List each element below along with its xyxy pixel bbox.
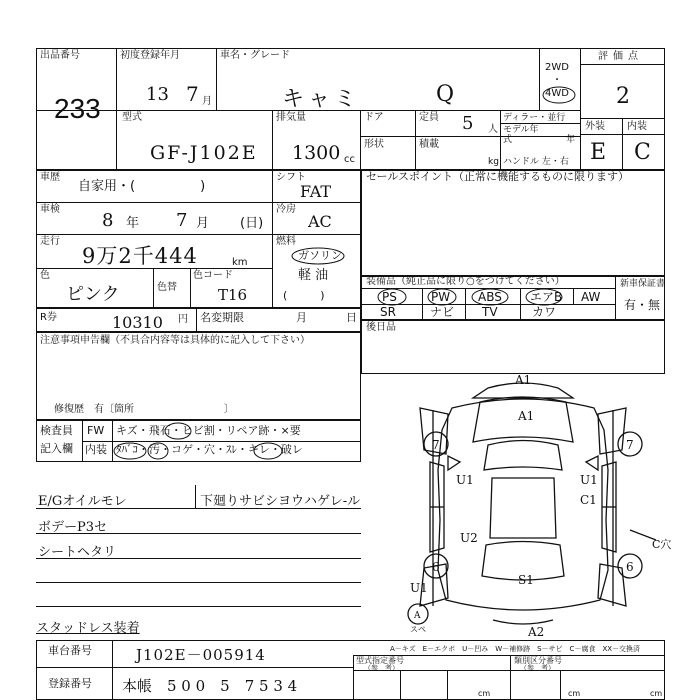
mark-c-hole: C穴 (652, 538, 672, 551)
warranty-label: 新車保証書 (620, 279, 666, 289)
equip-airbag: エアB (530, 290, 563, 304)
inspection-month: 7 (176, 210, 188, 231)
color-code-label: 色コード (193, 270, 233, 281)
equip-ps: PS (382, 290, 397, 304)
fuel-label: 燃料 (276, 236, 296, 247)
drive-4wd: 4WD (545, 88, 569, 99)
mark-rr-wheel: 6 (626, 560, 634, 574)
chassis-label: 車台番号 (48, 644, 92, 657)
type-designation-label: 型式指定番号 (356, 656, 404, 665)
mileage-value: 9万2千444 (82, 244, 198, 268)
registration-label: 初度登録年月 (120, 50, 180, 61)
drive-dot: ・ (552, 75, 562, 86)
history-label: 車歴 (40, 172, 60, 183)
mark-right-front: U1 (580, 473, 598, 487)
shape-label: 形状 (364, 139, 384, 150)
exterior-label: 外装 (585, 121, 605, 132)
windshield (484, 441, 562, 471)
inspection-year: 8 (102, 210, 114, 231)
color-value: ピンク (66, 284, 120, 305)
mark-rear: A2 (528, 625, 545, 639)
displacement-unit: cc (344, 154, 355, 165)
door-label: ドア (364, 112, 384, 123)
model-year-unit: 年 (566, 135, 576, 145)
color-label: 色 (40, 270, 50, 281)
rear-bumper (493, 620, 553, 624)
model-value: GF-J102E (150, 142, 258, 164)
load-unit: kg (488, 157, 499, 167)
checker-interior-label: 内装 (85, 443, 107, 456)
exterior-score: E (590, 140, 607, 165)
rating-label: 評価点 (598, 51, 643, 62)
displacement-value: 1300 (292, 142, 341, 164)
fuel-diesel: 軽 油 (298, 268, 329, 283)
cm-unit-2: cm (568, 689, 581, 698)
rear-items-label: 後日品 (366, 322, 396, 333)
cm-unit-1: cm (478, 689, 491, 698)
checker-fw-value: キズ・飛石・ヒビ割・リペア跡・×要 (116, 424, 301, 437)
equip-sr: SR (380, 305, 396, 319)
dealer-label: ディラー・並行 (503, 113, 566, 123)
damage-legend: A－キズ E－エクボ U－凹み W－補修跡 S－サビ C－腐食 XX－交換済 (390, 645, 641, 653)
expiry-label: 名変期限 (200, 311, 244, 324)
cooling-label: 冷房 (276, 204, 296, 215)
fuel-circle (290, 246, 346, 266)
equipment-label: 装備品（純正品に限り○をつけてください） (366, 276, 565, 287)
checker-label-2: 記入欄 (40, 442, 73, 455)
lot-number: 233 (54, 93, 101, 124)
type-designation-ref: （参 考） (364, 664, 399, 672)
notes-label: 注意事項申告欄（不具合内容等は具体的に記入して下さい） (40, 335, 310, 346)
model-label: 型式 (122, 112, 142, 123)
mileage-unit: km (232, 257, 248, 268)
mark-front: A1 (515, 373, 532, 387)
checker-label-1: 検査員 (40, 424, 73, 437)
fuel-gasoline: ガソリン (298, 249, 342, 262)
equip-tv: TV (482, 305, 498, 319)
car-label: 車名・グレード (220, 50, 290, 61)
equip-pw: PW (431, 290, 451, 304)
sales-point-box (361, 170, 665, 276)
car-name: キャミ (282, 87, 361, 112)
category-label: 類別区分番号 (514, 656, 562, 665)
checker-interior-value: ﾀﾊﾞｺ・汚・コゲ・穴・ｽﾚ・キレ・破レ (116, 443, 303, 456)
warranty-value: 有・無 (624, 298, 661, 312)
inspection-month-unit: 月 (196, 216, 210, 231)
mileage-label: 走行 (40, 236, 60, 247)
registration-month-unit: 月 (202, 96, 212, 107)
plate-label: 登録番号 (48, 677, 92, 690)
cm-unit-3: cm (650, 689, 663, 698)
note-line-2: ボデーP3セ (38, 520, 108, 535)
displacement-label: 排気量 (276, 112, 306, 123)
equip-abs: ABS (478, 290, 502, 304)
expiry-month: 月 (296, 311, 307, 324)
category-ref: （参 考） (520, 664, 555, 672)
mark-fr-wheel: 7 (626, 438, 634, 452)
plate-value: 本帳 5 0 0 5 7 5 3 4 (122, 677, 298, 695)
sales-point-label: セールスポイント（正常に機能するものに限ります） (366, 170, 630, 183)
registration-year: 13 (146, 84, 169, 105)
fuel-paren: ( ) (283, 289, 325, 302)
mark-left-step: U2 (460, 531, 478, 545)
mark-left-front: U1 (456, 473, 474, 487)
color-change-label: 色替 (157, 282, 177, 293)
mark-roof: S1 (518, 573, 534, 587)
damage-diagram (368, 370, 678, 640)
equipment-circles (368, 287, 608, 307)
mark-rl-wheel: 6 (432, 560, 440, 574)
equip-leather: カワ (532, 305, 557, 319)
inspection-year-unit: 年 (126, 216, 140, 231)
capacity-unit: 人 (488, 124, 498, 135)
chassis-value: J102E－005914 (136, 646, 266, 664)
expiry-day: 日 (346, 311, 357, 324)
mark-right-rear-door: C1 (580, 493, 597, 507)
equip-aw: AW (581, 290, 601, 304)
repair-history: 修復歴 有〔箇所 〕 (54, 404, 234, 415)
mark-tire: スペ (410, 625, 426, 634)
color-code-value: T16 (218, 286, 248, 304)
rating-score: 2 (616, 84, 630, 109)
checker-fw-label: FW (87, 424, 105, 437)
mark-rear-left: U1 (410, 581, 428, 595)
note-line-3: シートヘタリ (38, 545, 117, 560)
note-line-1: E/Gオイルモレ (38, 494, 127, 509)
mark-fl-wheel: 7 (432, 438, 440, 452)
model-year-label: モデル年式 (503, 125, 539, 145)
drive-4wd-circle (541, 85, 577, 105)
studless-note: スタッドレス装着 (36, 621, 140, 636)
inspection-label: 車検 (40, 204, 60, 215)
shift-value: FAT (300, 182, 332, 201)
interior-score: C (634, 140, 651, 165)
right-rear-fender (598, 564, 626, 606)
roof (490, 478, 556, 538)
checker-circles (110, 421, 360, 461)
recycle-unit: 円 (178, 314, 188, 325)
shift-label: シフト (276, 172, 306, 183)
rear-items-box (361, 320, 665, 374)
capacity-value: 5 (462, 113, 474, 134)
recycle-label: R券 (40, 312, 57, 323)
load-label: 積載 (419, 139, 439, 150)
history-value: 自家用・( ) (78, 179, 206, 194)
inspection-day-unit: (日) (240, 216, 264, 231)
right-front-fender (598, 408, 626, 454)
cooling-value: AC (308, 212, 332, 231)
registration-month: 7 (186, 82, 199, 106)
recycle-row (36, 308, 361, 332)
handle-label: ハンドル 左・右 (503, 157, 569, 167)
capacity-label: 定員 (419, 112, 439, 123)
inspector-note: 下廻りサビシヨウハゲレ-ル (200, 494, 361, 509)
recycle-value: 10310 (112, 313, 163, 332)
mark-tire-letter: A (414, 611, 421, 621)
lot-label: 出品番号 (40, 50, 80, 61)
equip-navi: ナビ (430, 305, 455, 319)
interior-label: 内装 (627, 121, 647, 132)
car-grade: Q (436, 82, 455, 107)
drive-2wd: 2WD (545, 62, 569, 73)
mark-hood: A1 (518, 409, 535, 423)
